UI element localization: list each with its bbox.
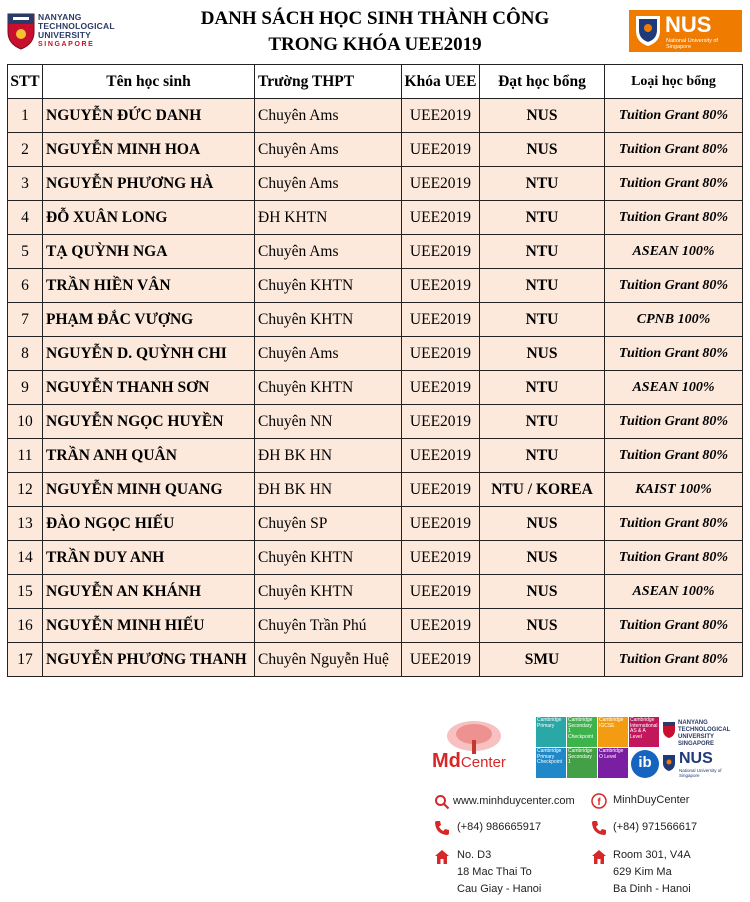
table-row: [8, 575, 743, 609]
cell-school: ĐH BK HN: [255, 473, 402, 507]
cell-scholarship: NUS: [480, 133, 605, 167]
cell-stt: 7: [8, 303, 43, 337]
nus-small-crest-icon: [662, 754, 676, 772]
cell-course: UEE2019: [402, 337, 480, 371]
cell-scholarship-type: ASEAN 100%: [605, 235, 743, 269]
cell-scholarship: NTU: [480, 167, 605, 201]
table-row: [8, 235, 743, 269]
badge-cambridge-secondary1: Cambridge Secondary 1 Checkpoint: [567, 717, 597, 747]
title-line-1: DANH SÁCH HỌC SINH THÀNH CÔNG: [200, 8, 550, 29]
cell-scholarship: NTU: [480, 303, 605, 337]
cell-scholarship: NUS: [480, 575, 605, 609]
ntu-logo-text: NANYANG TECHNOLOGICAL UNIVERSITY SINGAPORE: [38, 12, 115, 48]
cell-scholarship-type: Tuition Grant 80%: [605, 167, 743, 201]
cell-school: Chuyên Ams: [255, 99, 402, 133]
address-1: No. D3 18 Mac Thai To Cau Giay - Hanoi: [457, 849, 542, 895]
col-header-course: Khóa UEE: [402, 65, 480, 99]
cell-stt: 11: [8, 439, 43, 473]
cell-stt: 16: [8, 609, 43, 643]
home-icon: [434, 849, 450, 865]
cell-scholarship-type: Tuition Grant 80%: [605, 609, 743, 643]
cell-course: UEE2019: [402, 235, 480, 269]
cell-scholarship: NTU / KOREA: [480, 473, 605, 507]
cell-student-name: PHẠM ĐẮC VƯỢNG: [43, 303, 255, 337]
table-row: [8, 303, 743, 337]
cell-school: Chuyên KHTN: [255, 303, 402, 337]
cell-school: ĐH KHTN: [255, 201, 402, 235]
cell-scholarship: SMU: [480, 643, 605, 677]
cell-course: UEE2019: [402, 405, 480, 439]
nus-logo-word: NUS: [665, 12, 712, 37]
cell-scholarship: NUS: [480, 337, 605, 371]
table-header-row: [8, 65, 743, 99]
badge-cambridge-igcse: Cambridge IGCSE: [598, 717, 628, 747]
tree-icon: [444, 720, 504, 754]
phone-icon: [591, 820, 607, 836]
table-row: [8, 541, 743, 575]
cell-school: Chuyên Trần Phú: [255, 609, 402, 643]
cell-student-name: NGUYỄN MINH HOA: [43, 133, 255, 167]
facebook-link[interactable]: MinhDuyCenter: [613, 794, 690, 806]
cell-stt: 14: [8, 541, 43, 575]
col-header-name: Tên học sinh: [43, 65, 255, 99]
cell-course: UEE2019: [402, 473, 480, 507]
cell-stt: 4: [8, 201, 43, 235]
nus-crest-icon: [635, 15, 661, 47]
cell-stt: 1: [8, 99, 43, 133]
ntu-small-crest-icon: [662, 721, 676, 739]
cell-course: UEE2019: [402, 439, 480, 473]
footer: [420, 714, 750, 902]
page-title: [150, 6, 600, 58]
cell-scholarship: NUS: [480, 541, 605, 575]
cell-student-name: NGUYỄN NGỌC HUYỀN: [43, 405, 255, 439]
table-row: [8, 473, 743, 507]
cell-scholarship-type: Tuition Grant 80%: [605, 541, 743, 575]
cell-stt: 9: [8, 371, 43, 405]
badge-cambridge-alevel: Cambridge International AS & A Level: [629, 717, 659, 747]
cell-course: UEE2019: [402, 541, 480, 575]
table-row: [8, 609, 743, 643]
cell-course: UEE2019: [402, 303, 480, 337]
cell-student-name: NGUYỄN PHƯƠNG THANH: [43, 643, 255, 677]
phone-icon: [434, 820, 450, 836]
cell-school: Chuyên KHTN: [255, 575, 402, 609]
cell-course: UEE2019: [402, 643, 480, 677]
cell-student-name: ĐÀO NGỌC HIẾU: [43, 507, 255, 541]
cell-student-name: TRẦN ANH QUÂN: [43, 439, 255, 473]
cell-student-name: NGUYỄN AN KHÁNH: [43, 575, 255, 609]
cell-course: UEE2019: [402, 201, 480, 235]
table-row: [8, 337, 743, 371]
table-row: [8, 269, 743, 303]
cell-school: ĐH BK HN: [255, 439, 402, 473]
cell-scholarship-type: Tuition Grant 80%: [605, 201, 743, 235]
cell-school: Chuyên NN: [255, 405, 402, 439]
nus-logo-subtitle: National University of Singapore: [666, 38, 718, 50]
page-header: [0, 0, 750, 62]
cell-scholarship-type: Tuition Grant 80%: [605, 405, 743, 439]
col-header-scholarship: Đạt học bổng: [480, 65, 605, 99]
table-row: [8, 405, 743, 439]
cell-school: Chuyên Ams: [255, 133, 402, 167]
cell-course: UEE2019: [402, 99, 480, 133]
badge-cambridge-secondary1-b: Cambridge Secondary 1: [567, 748, 597, 778]
cell-course: UEE2019: [402, 133, 480, 167]
cell-course: UEE2019: [402, 609, 480, 643]
col-header-stt: STT: [8, 65, 43, 99]
cell-student-name: NGUYỄN THANH SƠN: [43, 371, 255, 405]
facebook-icon: [591, 793, 607, 809]
badge-cambridge-olevel: Cambridge O Level: [598, 748, 628, 778]
cell-school: Chuyên KHTN: [255, 371, 402, 405]
student-list-table: [7, 64, 743, 677]
cell-scholarship: NTU: [480, 235, 605, 269]
table-row: [8, 507, 743, 541]
title-line-2: TRONG KHÓA UEE2019: [268, 34, 482, 55]
cell-scholarship-type: Tuition Grant 80%: [605, 643, 743, 677]
cell-course: UEE2019: [402, 269, 480, 303]
cell-scholarship: NTU: [480, 201, 605, 235]
cell-stt: 2: [8, 133, 43, 167]
cell-student-name: NGUYỄN D. QUỲNH CHI: [43, 337, 255, 371]
cell-scholarship: NTU: [480, 405, 605, 439]
cell-scholarship-type: Tuition Grant 80%: [605, 507, 743, 541]
cell-school: Chuyên KHTN: [255, 269, 402, 303]
col-header-scholarship-type: Loại học bổng: [605, 65, 743, 99]
cell-student-name: NGUYỄN ĐỨC DANH: [43, 99, 255, 133]
mdcenter-logo: [426, 720, 532, 780]
cell-course: UEE2019: [402, 575, 480, 609]
table-row: [8, 201, 743, 235]
cell-scholarship-type: Tuition Grant 80%: [605, 99, 743, 133]
cell-stt: 8: [8, 337, 43, 371]
cell-scholarship-type: Tuition Grant 80%: [605, 439, 743, 473]
cell-student-name: NGUYỄN MINH HIẾU: [43, 609, 255, 643]
ntu-logo: [6, 12, 121, 54]
cell-stt: 6: [8, 269, 43, 303]
mdcenter-center: Center: [460, 754, 506, 771]
website-link[interactable]: www.minhduycenter.com: [453, 795, 575, 807]
table-row: [8, 99, 743, 133]
cell-scholarship-type: ASEAN 100%: [605, 575, 743, 609]
cell-school: Chuyên Ams: [255, 167, 402, 201]
cell-scholarship-type: ASEAN 100%: [605, 371, 743, 405]
cell-stt: 13: [8, 507, 43, 541]
col-header-school: Trường THPT: [255, 65, 402, 99]
search-icon: [434, 794, 450, 810]
cell-scholarship-type: KAIST 100%: [605, 473, 743, 507]
cell-student-name: TRẦN DUY ANH: [43, 541, 255, 575]
nus-small-logo: NUS National University of Singapore: [662, 750, 738, 778]
cell-scholarship-type: Tuition Grant 80%: [605, 133, 743, 167]
table-row: [8, 643, 743, 677]
cell-student-name: NGUYỄN MINH QUANG: [43, 473, 255, 507]
home-icon: [591, 849, 607, 865]
cell-school: Chuyên Ams: [255, 337, 402, 371]
cell-scholarship-type: Tuition Grant 80%: [605, 337, 743, 371]
cell-stt: 5: [8, 235, 43, 269]
table-body: [8, 99, 743, 677]
cell-course: UEE2019: [402, 167, 480, 201]
cell-scholarship-type: Tuition Grant 80%: [605, 269, 743, 303]
ib-logo: ib: [631, 750, 659, 778]
cell-stt: 3: [8, 167, 43, 201]
cell-scholarship: NUS: [480, 99, 605, 133]
table-row: [8, 439, 743, 473]
nus-logo: [629, 10, 742, 52]
ntu-small-logo: NANYANG TECHNOLOGICAL UNIVERSITY SINGAPORE: [662, 717, 738, 747]
cell-student-name: TRẦN HIỀN VÂN: [43, 269, 255, 303]
partner-badges: [536, 717, 736, 779]
cell-scholarship: NTU: [480, 439, 605, 473]
cell-course: UEE2019: [402, 507, 480, 541]
cell-stt: 15: [8, 575, 43, 609]
cell-school: Chuyên SP: [255, 507, 402, 541]
cell-scholarship: NUS: [480, 609, 605, 643]
cell-school: Chuyên Nguyễn Huệ: [255, 643, 402, 677]
cell-course: UEE2019: [402, 371, 480, 405]
address-2: Room 301, V4A 629 Kim Ma Ba Dinh - Hanoi: [613, 849, 691, 895]
cell-stt: 17: [8, 643, 43, 677]
cell-scholarship-type: CPNB 100%: [605, 303, 743, 337]
svg-text:f: f: [597, 797, 601, 808]
ntu-crest-icon: [6, 12, 36, 50]
table-row: [8, 167, 743, 201]
cell-stt: 12: [8, 473, 43, 507]
badge-cambridge-primary-checkpoint: Cambridge Primary Checkpoint: [536, 748, 566, 778]
cell-student-name: ĐỖ XUÂN LONG: [43, 201, 255, 235]
cell-student-name: NGUYỄN PHƯƠNG HÀ: [43, 167, 255, 201]
table-row: [8, 371, 743, 405]
cell-scholarship: NTU: [480, 269, 605, 303]
mdcenter-md: Md: [432, 750, 461, 772]
badge-cambridge-primary: Cambridge Primary: [536, 717, 566, 747]
cell-student-name: TẠ QUỲNH NGA: [43, 235, 255, 269]
cell-scholarship: NUS: [480, 507, 605, 541]
phone-number-2[interactable]: (+84) 971566617: [613, 821, 698, 833]
phone-number-1[interactable]: (+84) 986665917: [457, 821, 542, 833]
cell-stt: 10: [8, 405, 43, 439]
cell-school: Chuyên Ams: [255, 235, 402, 269]
cell-scholarship: NTU: [480, 371, 605, 405]
table-row: [8, 133, 743, 167]
cell-school: Chuyên KHTN: [255, 541, 402, 575]
